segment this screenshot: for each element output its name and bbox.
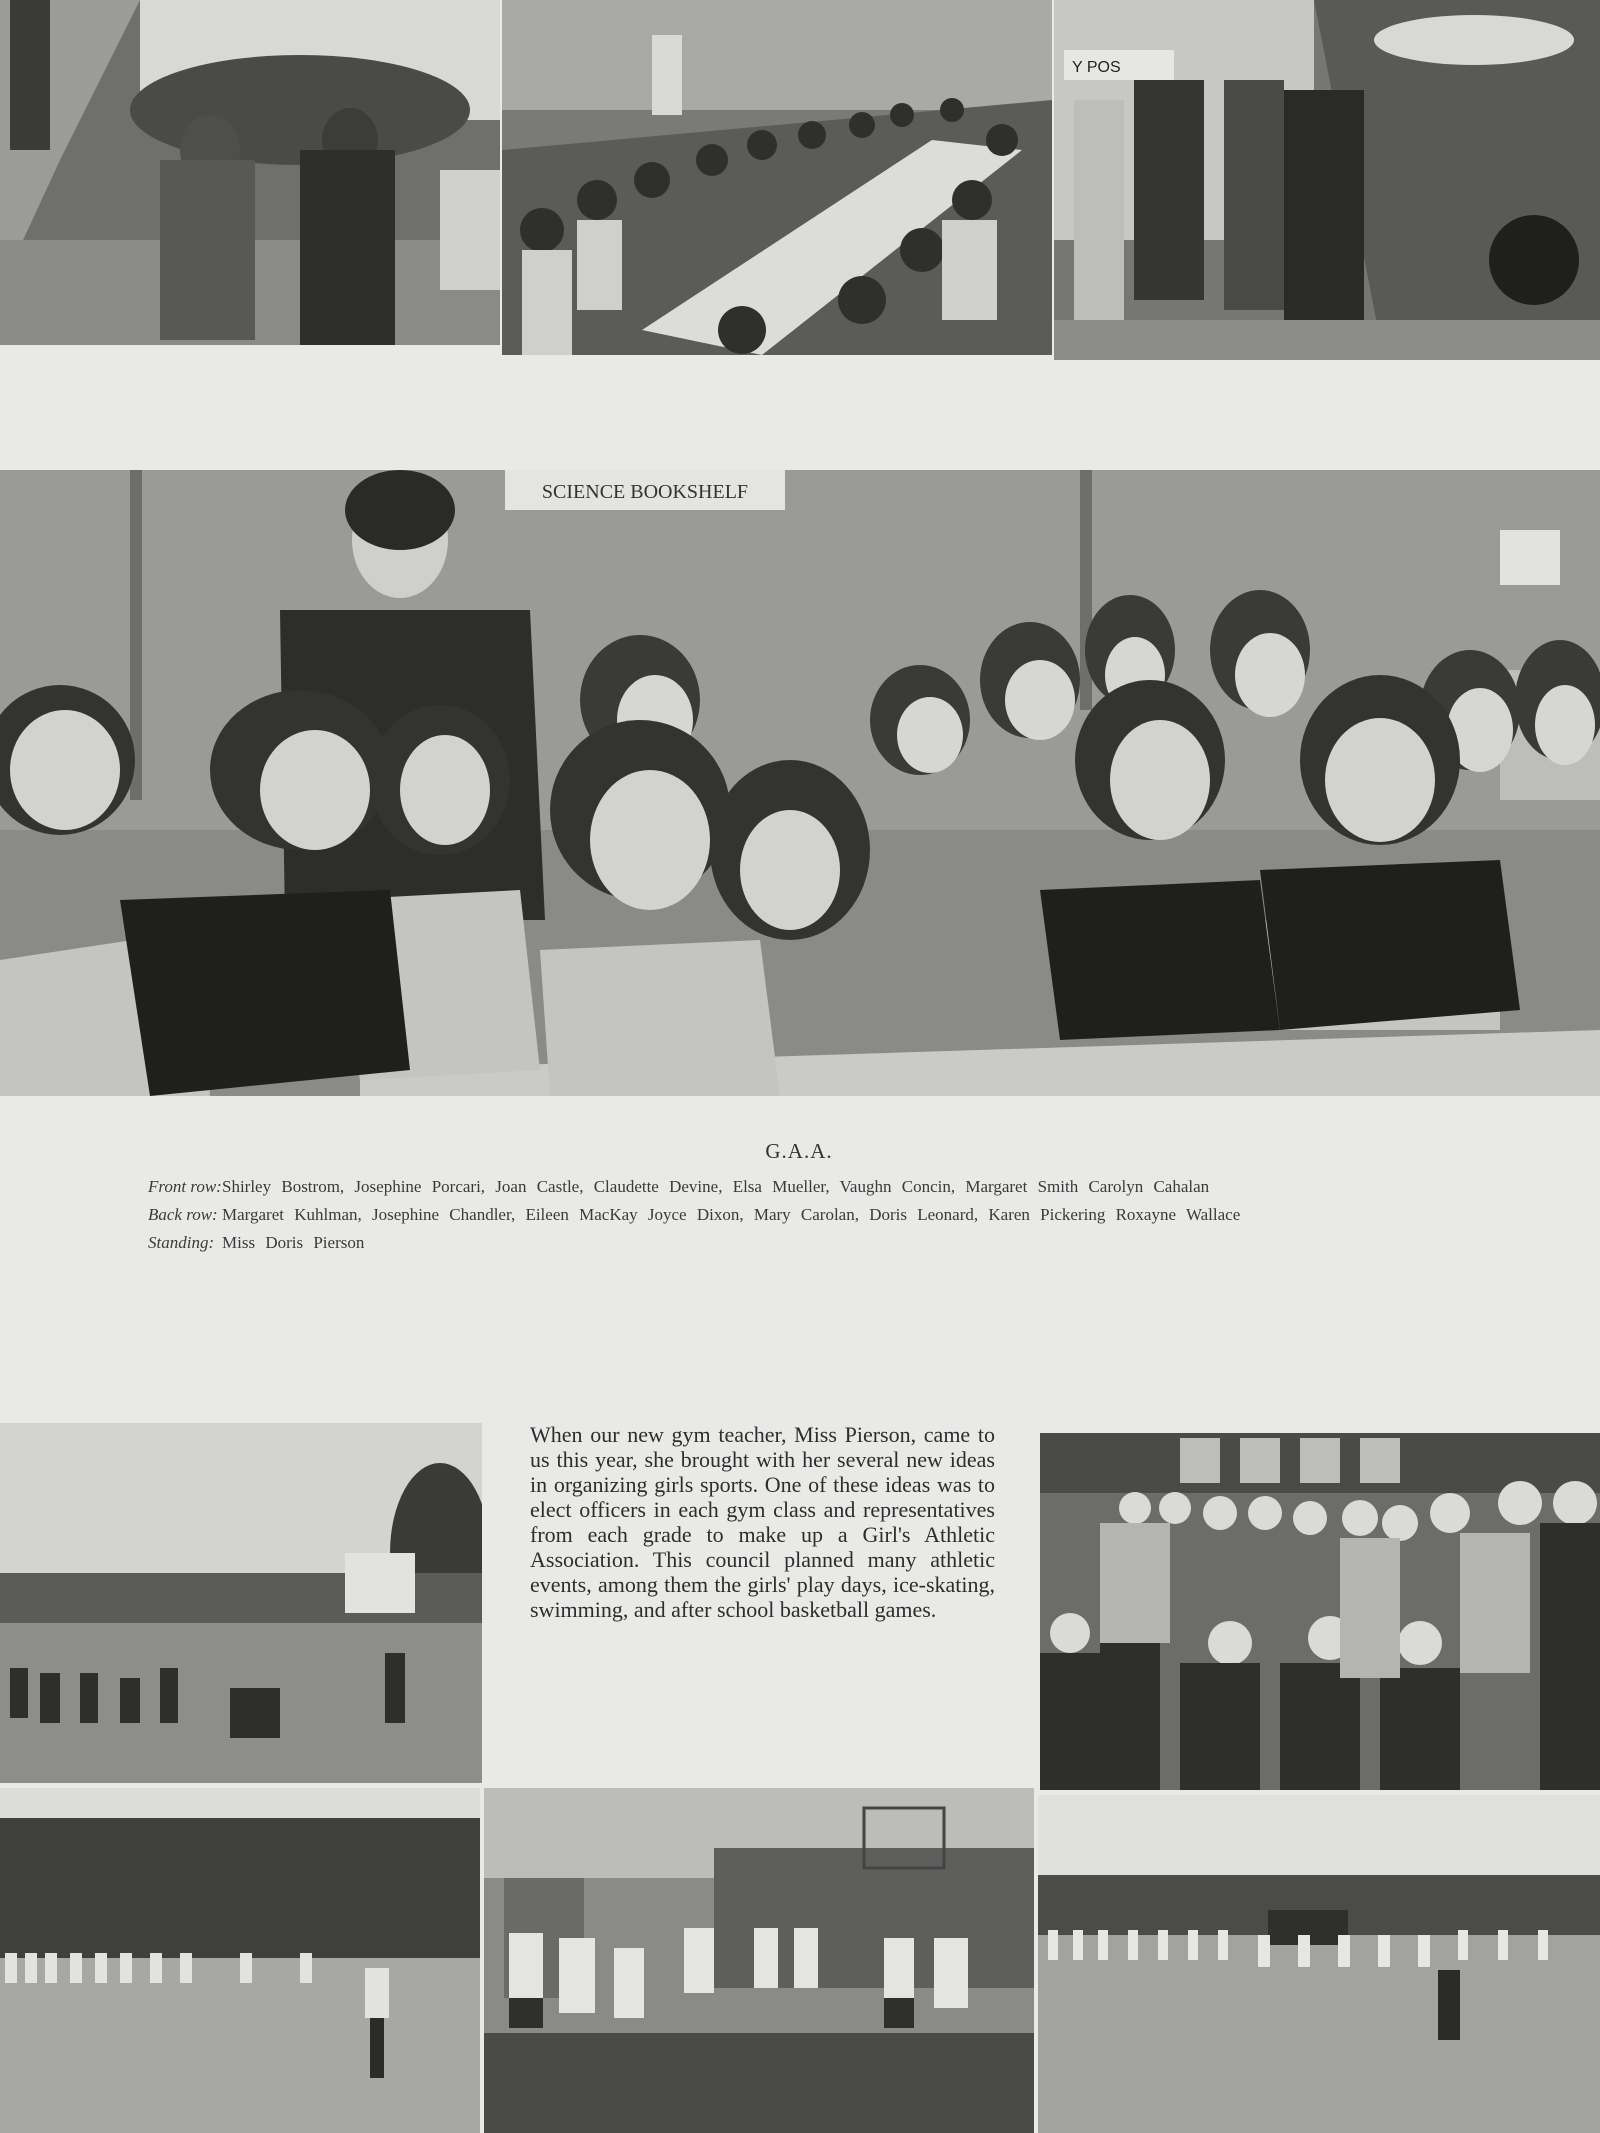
caption-front-row <box>148 1176 1450 1198</box>
caption-row-names: Miss Doris Pierson <box>222 1233 365 1252</box>
photo-field-line <box>0 1788 480 2133</box>
caption-row-names: Shirley Bostrom, Josephine Porcari, Joan Castle, Claudette Devine, Elsa Mueller, Vaughn Concin, Margaret Smith Carolyn Cahalan <box>222 1177 1210 1196</box>
caption-row-names: Margaret Kuhlman, Josephine Chandler, Eileen MacKay Joyce Dixon, Mary Carolan, Doris Leonard, Karen Pickering Roxayne Wallace <box>222 1205 1241 1224</box>
photo-field-exercise-group <box>1038 1795 1600 2133</box>
photo-officers-group <box>1040 1433 1600 1790</box>
photo-field-exercises <box>0 1423 482 1783</box>
caption-row-label: Back row: <box>148 1205 218 1224</box>
photo-outdoor-gathering <box>0 0 500 345</box>
bookshelf-banner-text: SCIENCE BOOKSHELF <box>541 481 749 503</box>
photo-banquet <box>502 0 1052 355</box>
caption-row-label: Front row: <box>148 1177 222 1196</box>
photo-gaa-group <box>0 470 1600 1096</box>
photo-bus-and-tumbling <box>1054 0 1600 360</box>
caption-row-label: Standing: <box>148 1233 215 1252</box>
caption-standing <box>148 1232 1450 1254</box>
article-text: When our new gym teacher, Miss Pierson, came to us this year, she brought with her several new ideas in organizing girls sports. One of these ideas was to elect officers in each gym class and representatives from each grade to make up a Girl's Athletic Association. This council planned many athletic events, among them the girls' play days, ice-skating, swimming, and after school basketball games. <box>530 1422 995 1622</box>
photo-gymnasium <box>484 1788 1034 2133</box>
caption-back-row <box>148 1204 1450 1226</box>
bus-sign-text: Y POS <box>1072 59 1121 76</box>
caption-title: G.A.A. <box>765 1139 833 1163</box>
group-caption <box>148 1134 1450 1260</box>
